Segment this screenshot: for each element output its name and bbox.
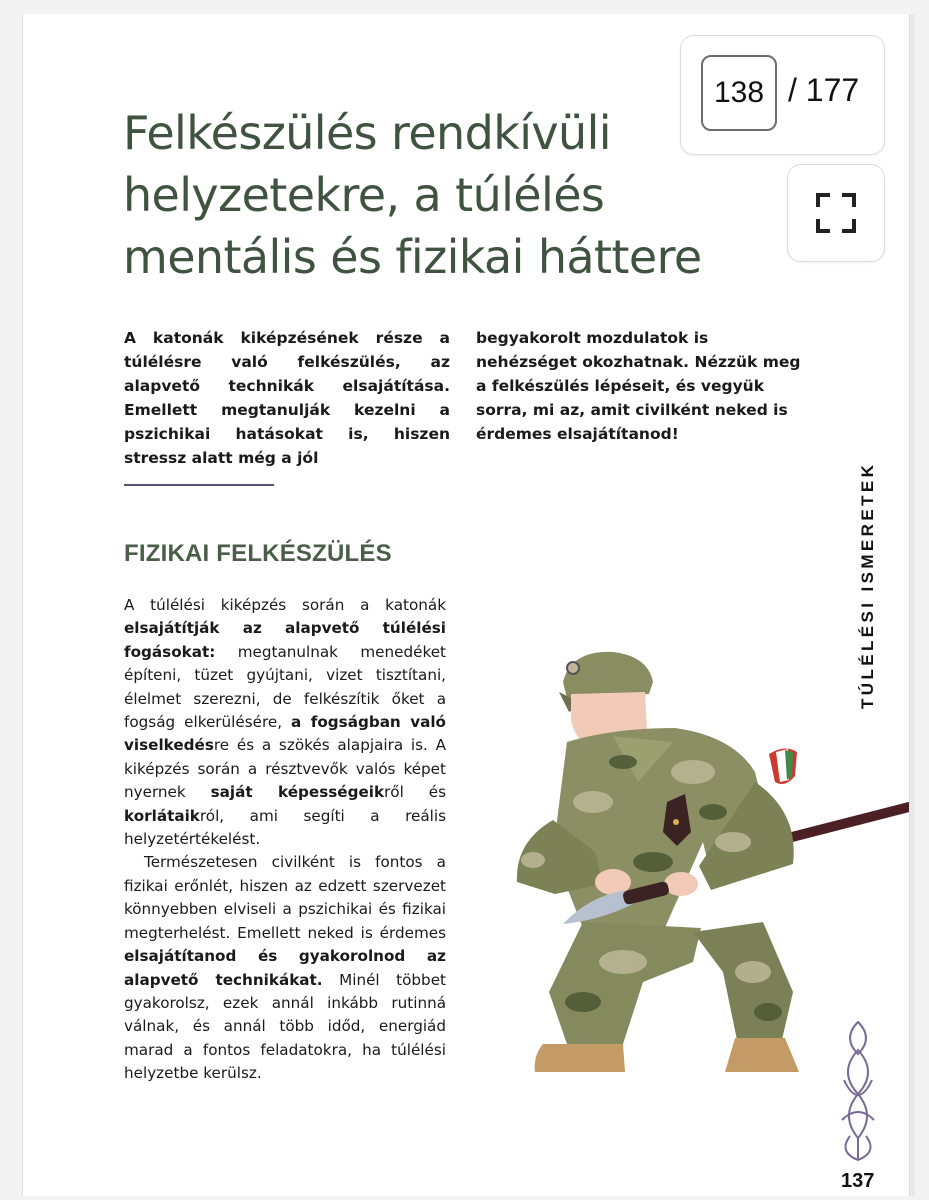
- side-section-label: TÚLÉLÉSI ISMERETEK: [858, 461, 877, 709]
- section-heading: FIZIKAI FELKÉSZÜLÉS: [124, 540, 392, 567]
- current-page-input[interactable]: 138: [701, 55, 777, 131]
- intro-left-column: A katonák kiképzésének része a túlélésre való felkészülés, az alapvető technikák elsajátítása. Emellett megtanulják kezelni a pszichikai hatásokat is, hiszen stressz alatt még a jól: [124, 329, 450, 467]
- page-number: 137: [841, 1170, 875, 1192]
- page-title: Felkészülés rendkívüli helyzetekre, a túlélés mentális és fizikai háttere: [123, 106, 702, 284]
- paragraph-physical-training: A túlélési kiképzés során a katonák elsajátítják az alapvető túlélési fogásokat: megtanulnak menedéket építeni, tüzet gyújtani, vizet tisztítani, élelmet szerezni, de felkészítik őket a fogság elkerülésére, a fogságban való viselkedésre és a szökés alapjaira is. A kiképzés során a résztvevők valós képet nyernek saját képességeikről és korlátaikról, ami segíti a reális helyzetértékelést.: [124, 596, 447, 849]
- section-divider: [124, 484, 274, 486]
- folk-knot-ornament-icon: [836, 1020, 880, 1162]
- intro-right-column: begyakorolt mozdulatok is nehézséget okozhatnak. Nézzük meg a felkészülés lépéseit, és vegyük sorra, mi az, amit civilként neked is érdemes elsajátítanod!: [476, 329, 801, 443]
- fullscreen-button[interactable]: [787, 164, 885, 262]
- fullscreen-icon: [814, 191, 858, 235]
- book-page: [22, 14, 910, 1196]
- body-text: [124, 594, 446, 1086]
- page-navigator: [680, 35, 885, 155]
- kneeling-soldier-illustration: [463, 632, 909, 1082]
- total-pages: / 177: [788, 72, 860, 108]
- paragraph-civilian-fitness: Természetesen civilként is fontos a fizikai erőnlét, hiszen az edzett szervezet könnyebben elviseli a pszichikai és fizikai megterhelést. Emellett neked is érdemes elsajátítanod és gyakorolnod az alapvető technikákat. Minél többet gyakorolsz, ezek annál inkább rutinná válnak, és annál több időd, energiád marad a fontos feladatokra, ha túlélési helyzetbe kerülsz.: [124, 853, 446, 1083]
